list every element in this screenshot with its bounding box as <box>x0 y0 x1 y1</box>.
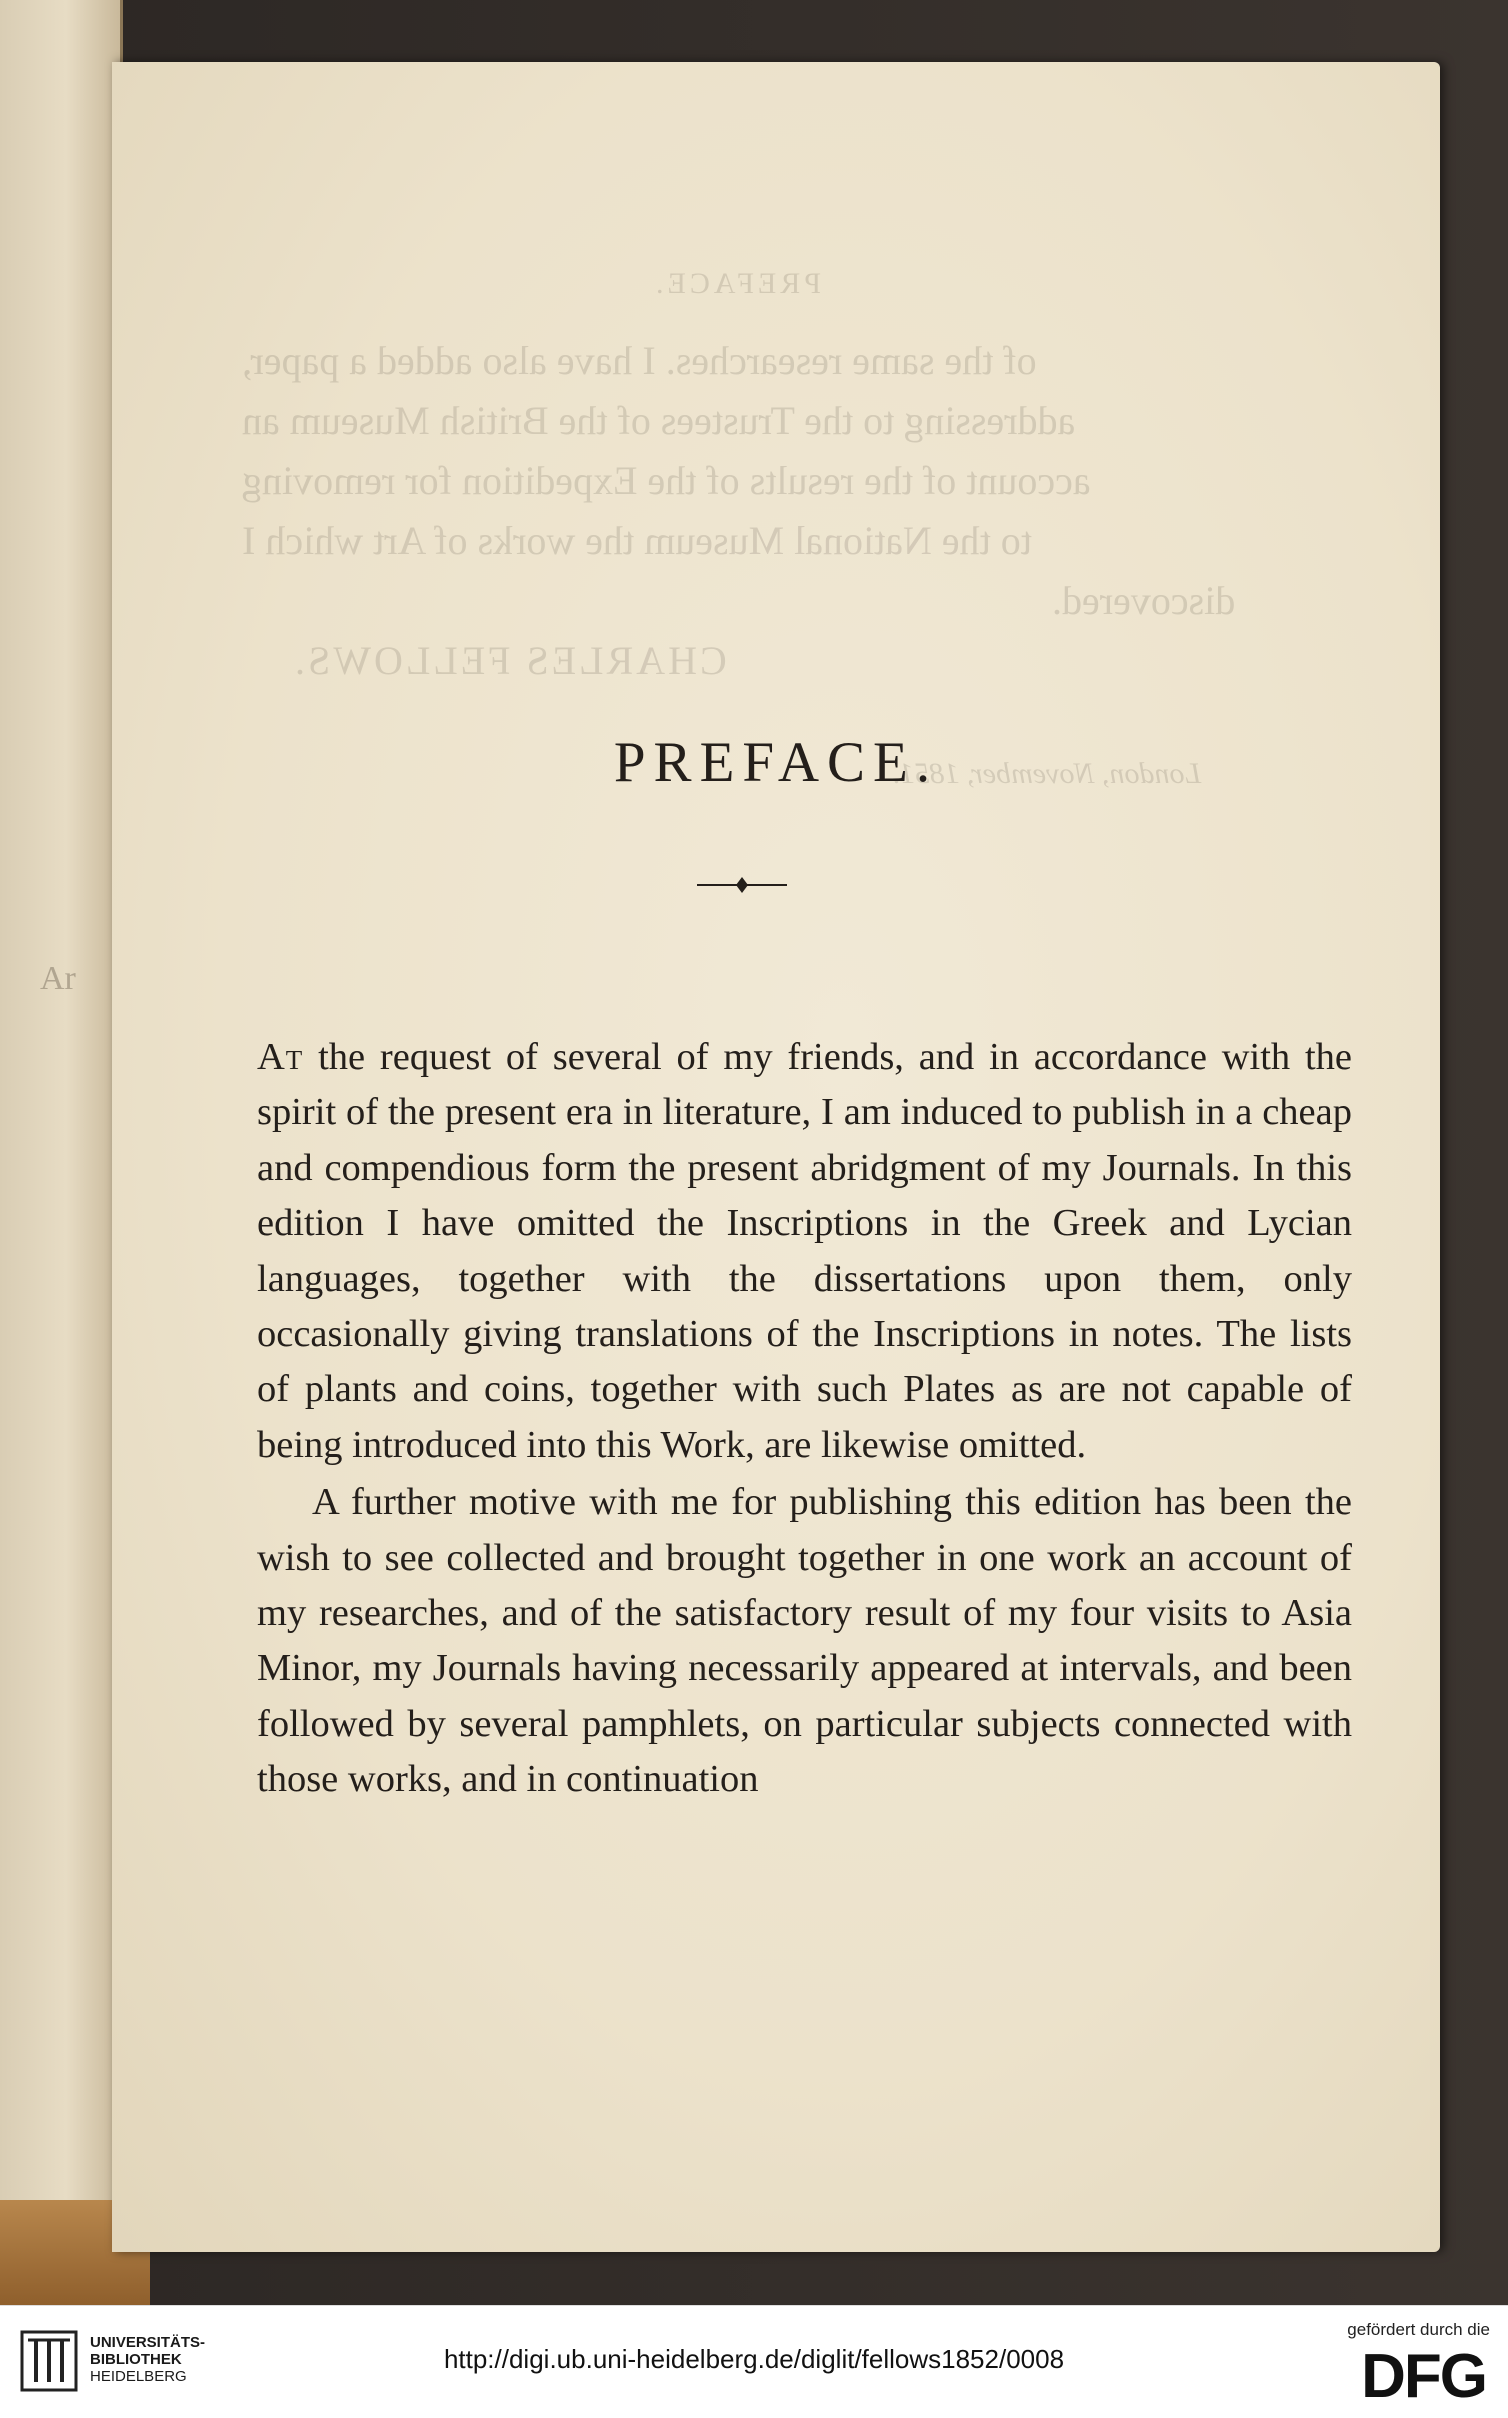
preface-body <box>257 1030 1352 1808</box>
paragraph-text: the request of several of my friends, and in accordance with the spirit of the present era in literature, I am induced to publish in a cheap and compendious form the present abridgment of my Journals. In this edition I have omitted the Inscriptions in the Greek and Lycian languages, together with the dissertations upon them, only occasionally giving translations of the Inscriptions in notes. The lists of plants and coins, together with such Plates as are not capable of being introduced into this Work, are likewise omitted. <box>257 1036 1352 1466</box>
paragraph-lead-word: At <box>257 1036 304 1078</box>
previous-page-edge: Ar <box>0 0 123 2305</box>
bleed-through-line: account of the results of the Expedition for removing <box>242 458 1091 503</box>
bleed-through-line: discovered. <box>1052 578 1236 623</box>
funding-caption: gefördert durch die <box>1347 2320 1490 2339</box>
book-page <box>112 62 1440 2252</box>
bleed-through-line: of the same researches. I have also added a paper, <box>242 338 1037 383</box>
paragraph <box>257 1030 1352 1473</box>
footer-bar <box>0 2305 1508 2418</box>
bleed-through-line: to the National Museum the works of Art which I <box>242 518 1032 563</box>
dfg-logo: DFG <box>1361 2342 1486 2411</box>
paragraph <box>257 1475 1352 1807</box>
bleed-through-line: addressing to the Trustees of the British Museum an <box>242 398 1076 443</box>
ornament-divider <box>697 875 787 895</box>
bleed-through-signature: CHARLES FELLOWS. <box>292 638 727 683</box>
document-url[interactable]: http://digi.ub.uni-heidelberg.de/diglit/fellows1852/0008 <box>443 2344 1065 2374</box>
bleed-through-heading: PREFACE. <box>652 267 821 300</box>
bleed-through-dateline: London, November, 1851. <box>892 757 1202 790</box>
page-title: PREFACE. <box>613 731 939 794</box>
paragraph-text: A further motive with me for publishing this edition has been the wish to see collected and brought together in one work an account of my researches, and of the satisfactory result of my four visits to Asia Minor, my Journals having necessarily appeared at intervals, and been followed by several pamphlets, on particular subjects connected with those works, and in continuation <box>257 1481 1352 1801</box>
library-name: UNIVERSITÄTS- BIBLIOTHEK HEIDELBERG <box>90 2334 206 2385</box>
